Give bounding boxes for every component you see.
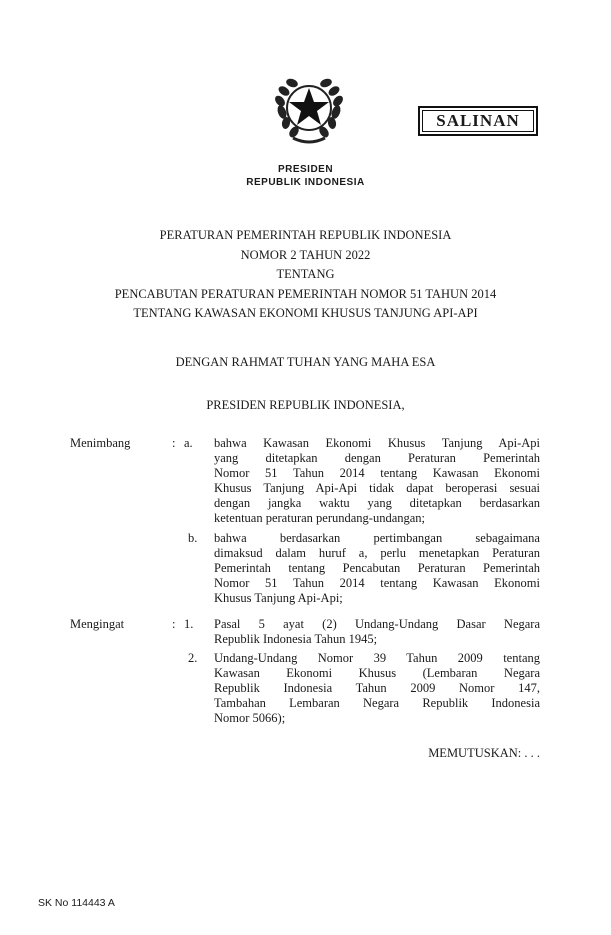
regulation-subject-line2: TENTANG KAWASAN EKONOMI KHUSUS TANJUNG API-API — [133, 306, 478, 320]
salinan-label: SALINAN — [422, 110, 534, 132]
text-line: Republik Indonesia Tahun 2009 Nomor 147, — [214, 681, 540, 695]
considering-colon: : — [172, 436, 176, 450]
continuation-marker: MEMUTUSKAN: . . . — [428, 746, 540, 760]
text-line: Nomor 5066); — [214, 711, 286, 725]
considering-marker-b: b. — [188, 531, 198, 545]
letterhead-line2: REPUBLIK INDONESIA — [246, 177, 365, 188]
text-line: bahwa berdasarkan pertimbangan sebagaimana — [214, 531, 540, 545]
text-line: Pemerintah tentang Pencabutan Peraturan Pemerintah — [214, 561, 540, 575]
recalling-label: Mengingat — [70, 617, 125, 631]
text-line: Kawasan Ekonomi Khusus (Lembaran Negara — [214, 666, 540, 680]
considering-item-a — [214, 436, 540, 526]
text-line: dimaksud dalam huruf a, perlu menetapkan Peraturan — [214, 546, 540, 560]
text-line: Nomor 51 Tahun 2014 tentang Kawasan Ekonomi — [214, 576, 540, 590]
text-line: Tambahan Lembaran Negara Republik Indonesia — [214, 696, 540, 710]
considering-marker-a: a. — [184, 436, 193, 450]
regulation-number: NOMOR 2 TAHUN 2022 — [240, 248, 371, 262]
text-line: bahwa Kawasan Ekonomi Khusus Tanjung Api-Api — [214, 436, 540, 450]
text-line: yang ditetapkan dengan Peraturan Pemerintah — [214, 451, 540, 465]
recalling-item-1 — [214, 617, 540, 647]
recalling-colon: : — [172, 617, 176, 631]
text-line: Nomor 51 Tahun 2014 tentang Kawasan Ekonomi — [214, 466, 540, 480]
regulation-about: TENTANG — [276, 267, 335, 281]
considering-label: Menimbang — [70, 436, 131, 450]
text-line: ketentuan peraturan perundang-undangan; — [214, 511, 426, 525]
considering-item-b — [214, 531, 540, 606]
text-line: Khusus Tanjung Api-Api tidak dapat beroperasi sesuai — [214, 481, 540, 495]
text-line: dengan jangka waktu yang ditetapkan berdasarkan — [214, 496, 540, 510]
recalling-marker-2: 2. — [188, 651, 198, 665]
invocation: DENGAN RAHMAT TUHAN YANG MAHA ESA — [175, 355, 436, 369]
text-line: Undang-Undang Nomor 39 Tahun 2009 tentang — [214, 651, 540, 665]
letterhead-line1: PRESIDEN — [277, 164, 334, 175]
salinan-stamp — [418, 106, 538, 136]
document-code: SK No 114443 A — [38, 897, 115, 909]
issuer: PRESIDEN REPUBLIK INDONESIA, — [206, 398, 405, 412]
state-emblem-icon — [268, 68, 350, 148]
recalling-item-2 — [214, 651, 540, 726]
text-line: Khusus Tanjung Api-Api; — [214, 591, 343, 605]
recalling-marker-1: 1. — [184, 617, 194, 631]
regulation-subject-line1: PENCABUTAN PERATURAN PEMERINTAH NOMOR 51 TAHUN 2014 — [114, 287, 497, 301]
text-line: Republik Indonesia Tahun 1945; — [214, 632, 378, 646]
regulation-title: PERATURAN PEMERINTAH REPUBLIK INDONESIA — [159, 228, 452, 242]
text-line: Pasal 5 ayat (2) Undang-Undang Dasar Negara — [214, 617, 540, 631]
